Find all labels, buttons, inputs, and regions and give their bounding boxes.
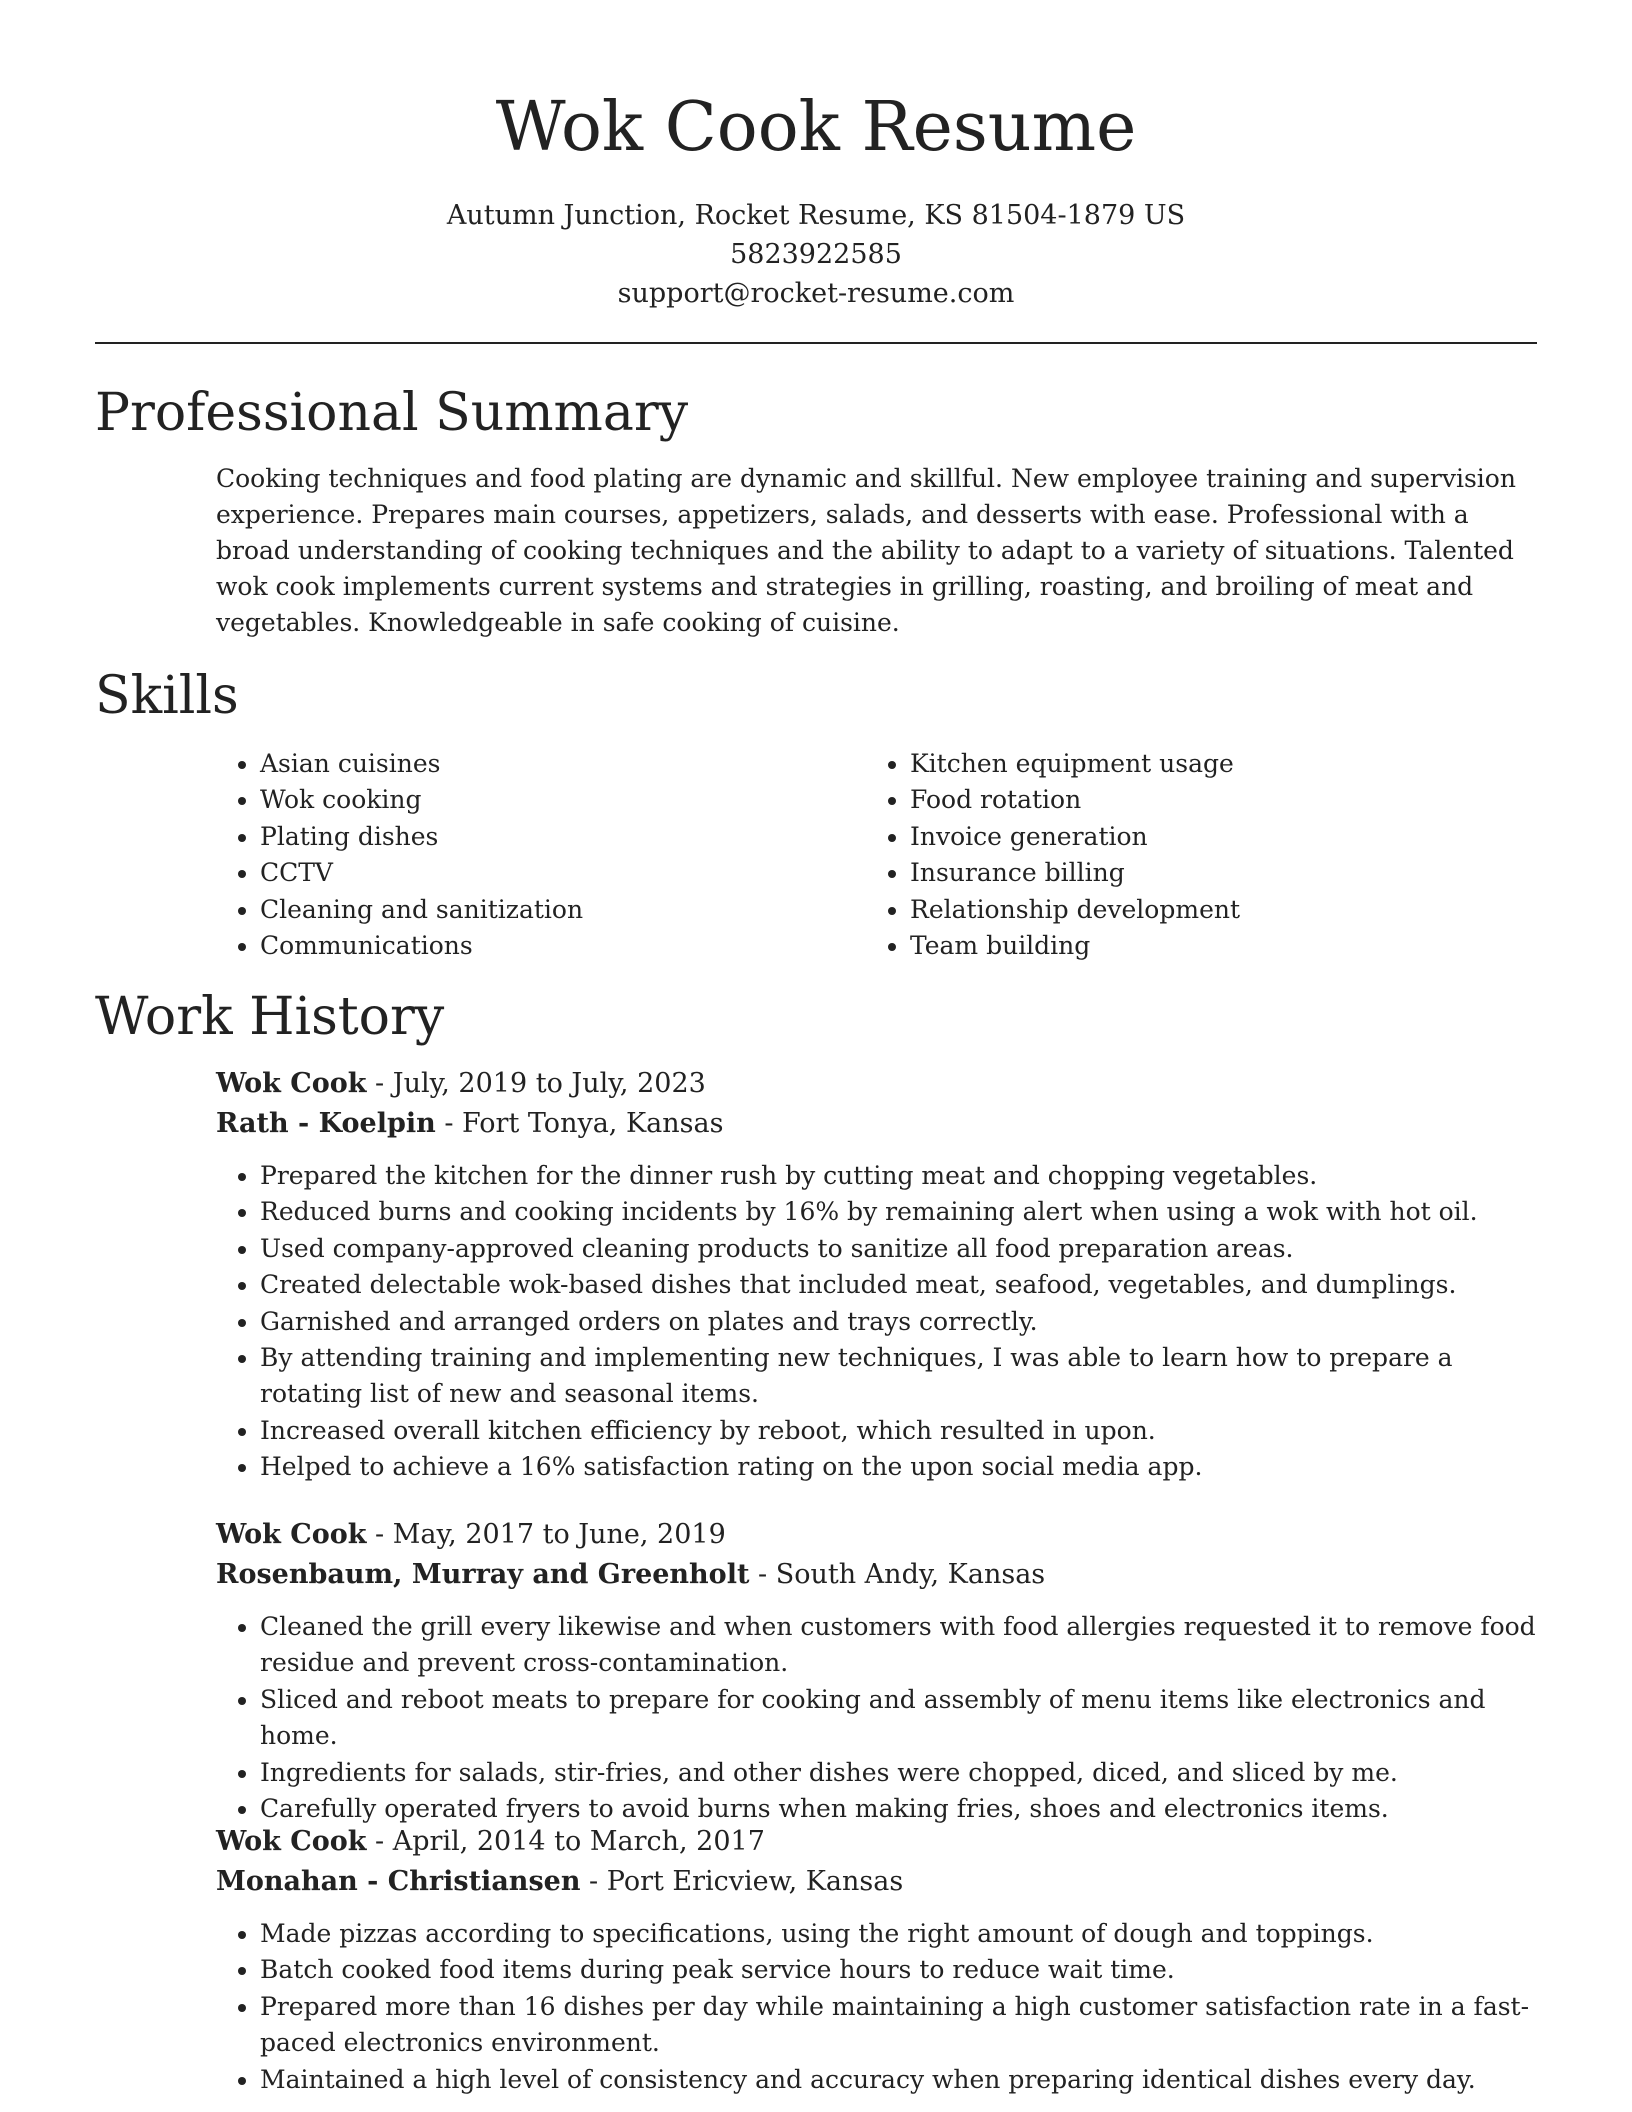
- job-bullets: [216, 1609, 1537, 1827]
- skills-heading: Skills: [95, 666, 239, 726]
- skill-item: • Team building: [910, 928, 1516, 964]
- job-bullet: • Sliced and reboot meats to prepare for cooking and assembly of menu items like electronics and home.: [260, 1682, 1537, 1755]
- contact-address: Autumn Junction, Rocket Resume, KS 81504-1879 US: [446, 200, 1186, 231]
- job-bullet: • Made pizzas according to specifications, using the right amount of dough and toppings.: [260, 1916, 1537, 1952]
- job-dates: May, 2017 to June, 2019: [392, 1519, 726, 1550]
- job-bullet: • Prepared the kitchen for the dinner rush by cutting meat and chopping vegetables.: [260, 1158, 1537, 1194]
- job-title-line: [216, 1515, 1537, 1555]
- job-separator: -: [580, 1866, 607, 1897]
- skill-item: • Invoice generation: [910, 819, 1516, 855]
- skill-item: • Cleaning and sanitization: [260, 892, 866, 928]
- job-separator: -: [435, 1108, 463, 1139]
- skill-item: • Relationship development: [910, 892, 1516, 928]
- job-bullet: • Maintained a high level of consistency and accuracy when preparing identical dishes every day.: [260, 2062, 1537, 2098]
- job-bullet: • Used company-approved cleaning products to sanitize all food preparation areas.: [260, 1231, 1537, 1267]
- summary-heading: Professional Summary: [95, 383, 689, 443]
- skill-item: • Insurance billing: [910, 855, 1516, 891]
- contact-block: [0, 196, 1632, 313]
- job-separator: -: [366, 1519, 393, 1550]
- skills-columns: [216, 746, 1537, 964]
- job-title: Wok Cook: [216, 1519, 367, 1550]
- job-title: Wok Cook: [216, 1826, 367, 1857]
- job-title-line: [216, 1064, 1537, 1104]
- job-company: Rosenbaum, Murray and Greenholt: [216, 1559, 750, 1590]
- job-bullet: • Ingredients for salads, stir-fries, and other dishes were chopped, diced, and sliced by me.: [260, 1755, 1537, 1791]
- contact-email: support@rocket-resume.com: [617, 278, 1015, 309]
- job-bullet: • Helped to achieve a 16% satisfaction rating on the upon social media app.: [260, 1449, 1537, 1485]
- job-entry: [95, 1064, 1537, 1486]
- job-title-line: [216, 1822, 1537, 1862]
- summary-text: Cooking techniques and food plating are dynamic and skillful. New employee training and supervision experience. Prepares main courses, appetizers, salads, and desserts with ease. Professional with a broad understanding of cooking techniques and the ability to adapt to a variety of situations. Talented wok cook implements current systems and strategies in grilling, roasting, and broiling of meat and vegetables. Knowledgeable in safe cooking of cuisine.: [216, 464, 1516, 637]
- job-bullet: • Garnished and arranged orders on plates and trays correctly.: [260, 1304, 1537, 1340]
- skill-item: • Asian cuisines: [260, 746, 866, 782]
- job-company-line: [216, 1555, 1537, 1595]
- job-location: Fort Tonya, Kansas: [462, 1108, 724, 1139]
- work-history-heading-wrap: [95, 985, 1537, 1049]
- job-company-line: [216, 1104, 1537, 1144]
- job-separator: -: [749, 1559, 776, 1590]
- skill-item: • Communications: [260, 928, 866, 964]
- skill-item: • Plating dishes: [260, 819, 866, 855]
- skills-list-right: [866, 746, 1516, 964]
- skills-section: [95, 664, 1537, 964]
- job-bullet: • Prepared more than 16 dishes per day while maintaining a high customer satisfaction rate in a fast-paced electronics environment.: [260, 1989, 1537, 2062]
- job-entry: [95, 1515, 1537, 1827]
- contact-phone: 5823922585: [730, 239, 902, 270]
- job-bullet: • Carefully operated fryers to avoid burns when making fries, shoes and electronics items.: [260, 1791, 1537, 1827]
- job-title: Wok Cook: [216, 1068, 367, 1099]
- job-bullets: [216, 1158, 1537, 1486]
- resume-header: [0, 0, 1632, 313]
- job-location: South Andy, Kansas: [775, 1559, 1046, 1590]
- skill-item: • CCTV: [260, 855, 866, 891]
- skills-list-left: [216, 746, 866, 964]
- job-bullet: • Reduced burns and cooking incidents by 16% by remaining alert when using a wok with hot oil.: [260, 1194, 1537, 1230]
- job-company: Rath - Koelpin: [216, 1108, 436, 1139]
- work-history-heading: Work History: [95, 987, 445, 1047]
- job-dates: April, 2014 to March, 2017: [392, 1826, 765, 1857]
- summary-section: [95, 381, 1537, 641]
- job-bullet: • Batch cooked food items during peak service hours to reduce wait time.: [260, 1952, 1537, 1988]
- job-company-line: [216, 1862, 1537, 1902]
- job-location: Port Ericview, Kansas: [606, 1866, 904, 1897]
- job-separator: -: [366, 1068, 393, 1099]
- job-bullet: • Increased overall kitchen efficiency by reboot, which resulted in upon.: [260, 1413, 1537, 1449]
- header-divider: [95, 342, 1537, 344]
- job-bullet: • Created delectable wok-based dishes that included meat, seafood, vegetables, and dumplings.: [260, 1267, 1537, 1303]
- skill-item: • Wok cooking: [260, 782, 866, 818]
- job-bullets: [216, 1916, 1537, 2098]
- resume-title: Wok Cook Resume: [495, 88, 1137, 167]
- job-bullet: • By attending training and implementing new techniques, I was able to learn how to prepare a rotating list of new and seasonal items.: [260, 1340, 1537, 1413]
- job-separator: -: [366, 1826, 393, 1857]
- skill-item: • Kitchen equipment usage: [910, 746, 1516, 782]
- job-dates: July, 2019 to July, 2023: [392, 1068, 706, 1099]
- skill-item: • Food rotation: [910, 782, 1516, 818]
- job-entry: [95, 1822, 1537, 2098]
- job-bullet: • Cleaned the grill every likewise and when customers with food allergies requested it to remove food residue and prevent cross-contamination.: [260, 1609, 1537, 1682]
- job-company: Monahan - Christiansen: [216, 1866, 581, 1897]
